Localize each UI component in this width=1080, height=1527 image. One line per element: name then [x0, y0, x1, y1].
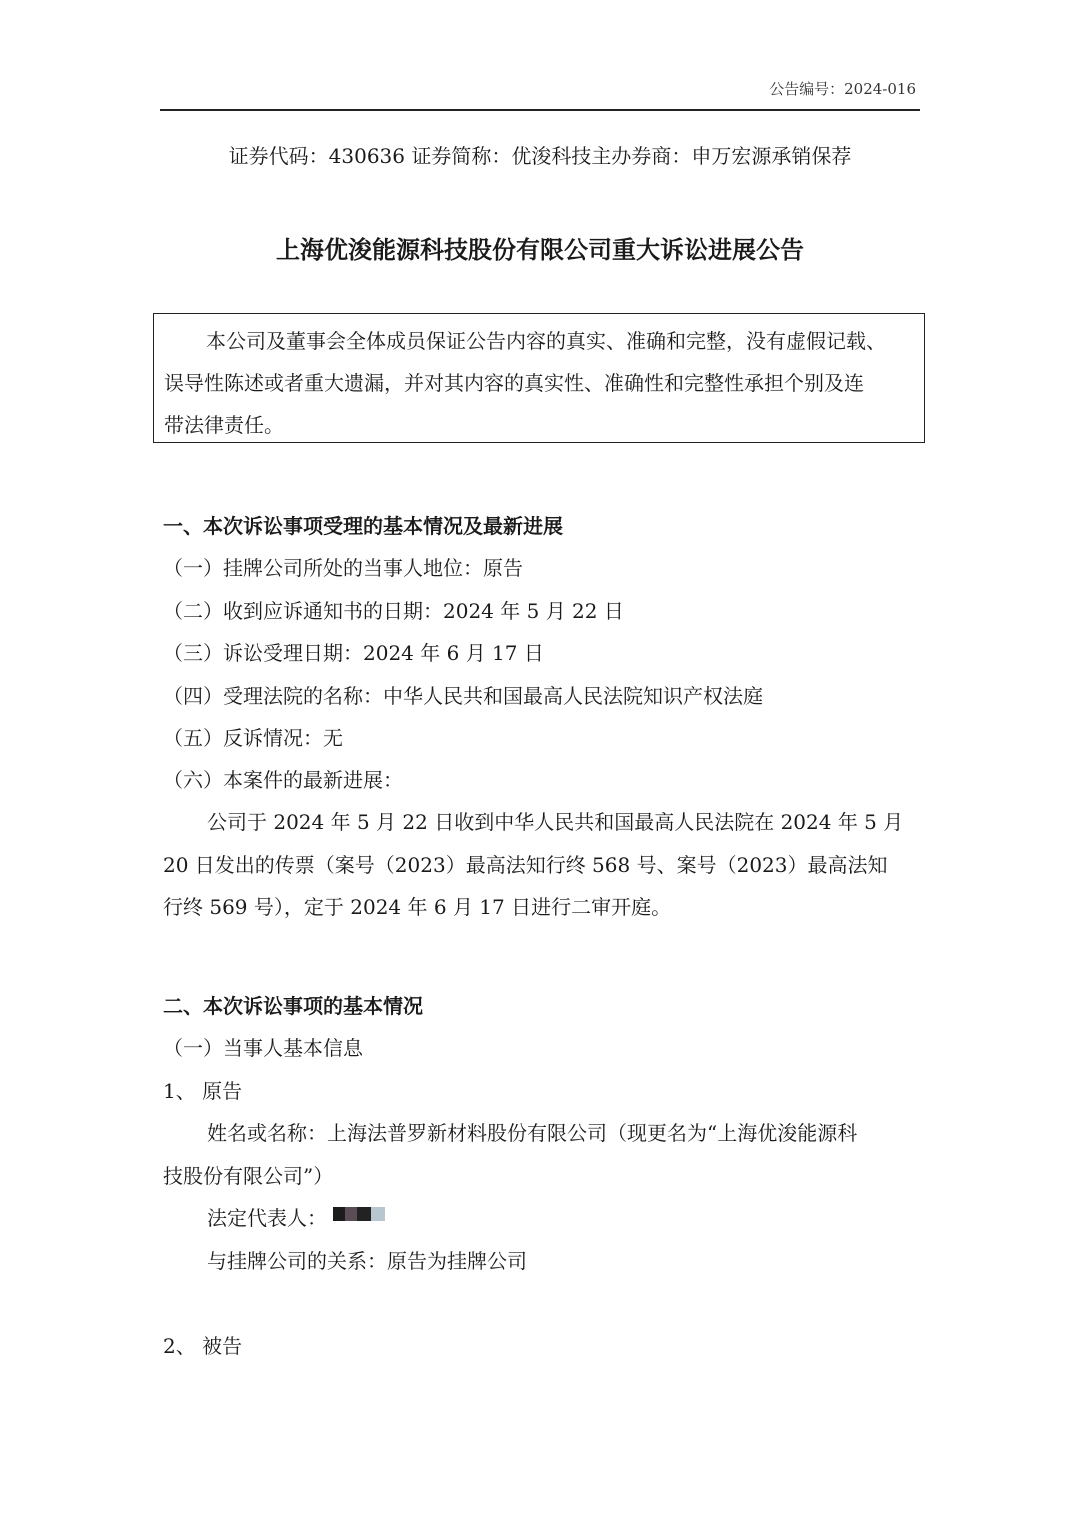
- party-info-subheading: （一）当事人基本信息: [163, 1036, 363, 1060]
- plaintiff-name-line: 姓名或名称：上海法普罗新材料股份有限公司（现更名为“上海优浚能源科: [207, 1121, 858, 1145]
- progress-paragraph-line: 公司于 2024 年 5 月 22 日收到中华人民共和国最高人民法院在 2024 年 5 月: [207, 810, 904, 834]
- progress-paragraph-line: 20 日发出的传票（案号（2023）最高法知行终 568 号、案号（2023）最高法知: [163, 853, 888, 877]
- section2-heading: 二、本次诉讼事项的基本情况: [163, 994, 423, 1018]
- list-item: （四）受理法院的名称：中华人民共和国最高人民法院知识产权法庭: [163, 684, 763, 708]
- notice-number: 公告编号：2024-016: [769, 80, 916, 98]
- list-item: （一）挂牌公司所处的当事人地位：原告: [163, 556, 523, 580]
- disclaimer-line: 本公司及董事会全体成员保证公告内容的真实、准确和完整，没有虚假记载、: [206, 329, 886, 353]
- redacted-name-block: [333, 1207, 345, 1221]
- security-info-line: 证券代码：430636 证券简称：优浚科技主办券商：申万宏源承销保荐: [228, 144, 852, 168]
- list-item: （六）本案件的最新进展：: [163, 768, 403, 792]
- header-divider: [160, 109, 920, 111]
- disclaimer-line: 误导性陈述或者重大遗漏，并对其内容的真实性、准确性和完整性承担个别及连: [164, 371, 864, 395]
- defendant-label: 2、 被告: [163, 1334, 243, 1358]
- list-item: （二）收到应诉通知书的日期：2024 年 5 月 22 日: [163, 599, 624, 623]
- page-title: 上海优浚能源科技股份有限公司重大诉讼进展公告: [276, 235, 804, 264]
- redacted-name-block: [345, 1207, 357, 1221]
- relationship-line: 与挂牌公司的关系：原告为挂牌公司: [207, 1249, 527, 1273]
- redacted-name-block: [357, 1207, 371, 1221]
- disclaimer-line: 带法律责任。: [164, 413, 284, 437]
- list-item: （五）反诉情况：无: [163, 726, 343, 750]
- progress-paragraph-line: 行终 569 号），定于 2024 年 6 月 17 日进行二审开庭。: [163, 895, 672, 919]
- legal-rep-label: 法定代表人：: [207, 1206, 327, 1230]
- plaintiff-label: 1、 原告: [163, 1079, 243, 1103]
- disclaimer-box: [153, 313, 925, 443]
- list-item: （三）诉讼受理日期：2024 年 6 月 17 日: [163, 641, 544, 665]
- section1-heading: 一、本次诉讼事项受理的基本情况及最新进展: [163, 514, 563, 538]
- redacted-name-block: [371, 1207, 385, 1221]
- plaintiff-name-line: 技股份有限公司”）: [163, 1164, 334, 1188]
